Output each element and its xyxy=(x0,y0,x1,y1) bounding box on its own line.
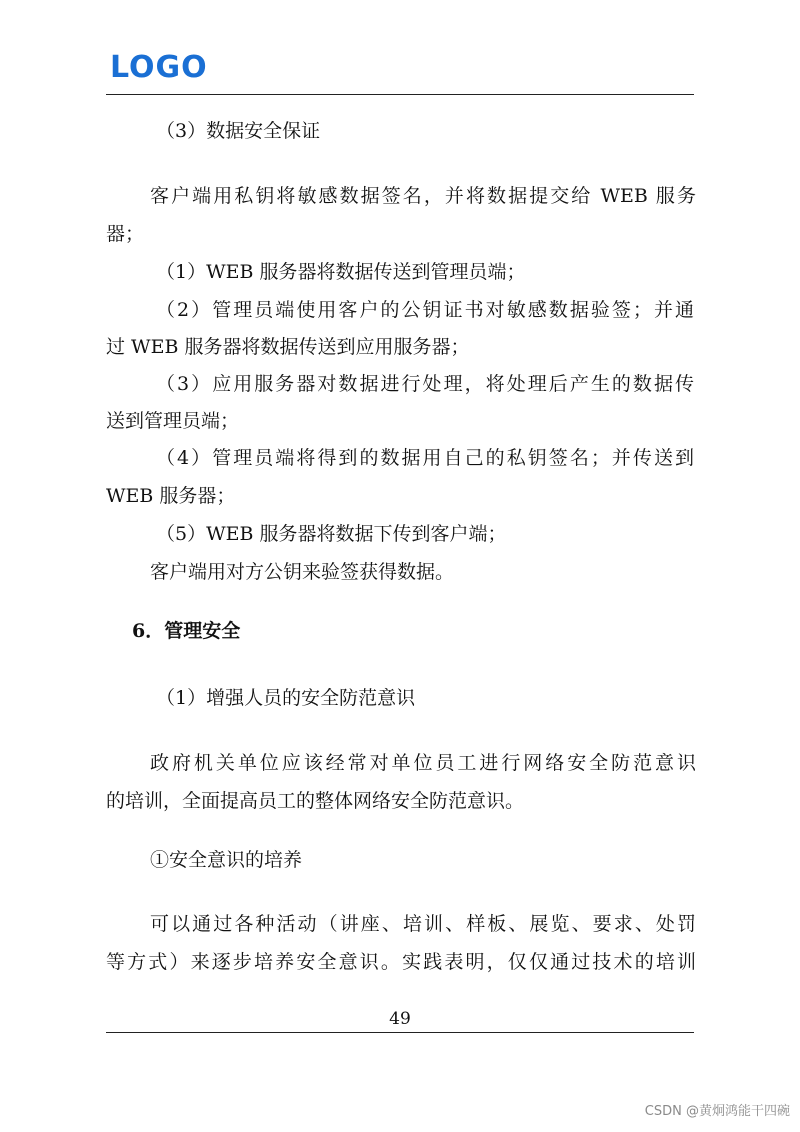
step-1: （1）WEB 服务器将数据传送到管理员端； xyxy=(156,261,526,283)
step-4-line-2: WEB 服务器； xyxy=(106,485,236,507)
paragraph-activities-line-2: 等方式）来逐步培养安全意识。实践表明，仅仅通过技术的培训 xyxy=(106,951,696,973)
item-title-awareness-cultivation: ①安全意识的培养 xyxy=(150,849,303,871)
step-3-line-1: （3）应用服务器对数据进行处理，将处理后产生的数据传 xyxy=(156,373,694,395)
paragraph-training-line-1: 政府机关单位应该经常对单位员工进行网络安全防范意识 xyxy=(150,752,696,774)
paragraph-client-sign-line-1: 客户端用私钥将敏感数据签名，并将数据提交给 WEB 服务 xyxy=(150,185,696,207)
paragraph-client-sign-line-2: 器； xyxy=(106,223,145,245)
section-heading-management-security: 6．管理安全 xyxy=(132,620,241,642)
subsection-title-data-security: （3）数据安全保证 xyxy=(156,120,321,142)
header-rule xyxy=(106,94,694,95)
step-2-line-2: 过 WEB 服务器将数据传送到应用服务器； xyxy=(106,336,470,358)
subsection-title-awareness: （1）增强人员的安全防范意识 xyxy=(156,687,416,709)
step-4-line-1: （4）管理员端将得到的数据用自己的私钥签名；并传送到 xyxy=(156,447,694,469)
step-3-line-2: 送到管理员端； xyxy=(106,410,240,432)
paragraph-activities-line-1: 可以通过各种活动（讲座、培训、样板、展览、要求、处罚 xyxy=(150,913,696,935)
page-number: 49 xyxy=(389,1009,411,1029)
step-5: （5）WEB 服务器将数据下传到客户端； xyxy=(156,523,507,545)
logo: LOGO xyxy=(110,50,208,85)
footer-rule xyxy=(106,1032,694,1033)
paragraph-training-line-2: 的培训，全面提高员工的整体网络安全防范意识。 xyxy=(106,790,525,812)
paragraph-verify: 客户端用对方公钥来验签获得数据。 xyxy=(150,561,455,583)
step-2-line-1: （2）管理员端使用客户的公钥证书对敏感数据验签；并通 xyxy=(156,299,694,321)
watermark: CSDN @黄炯鸿能干四碗 xyxy=(644,1104,790,1119)
